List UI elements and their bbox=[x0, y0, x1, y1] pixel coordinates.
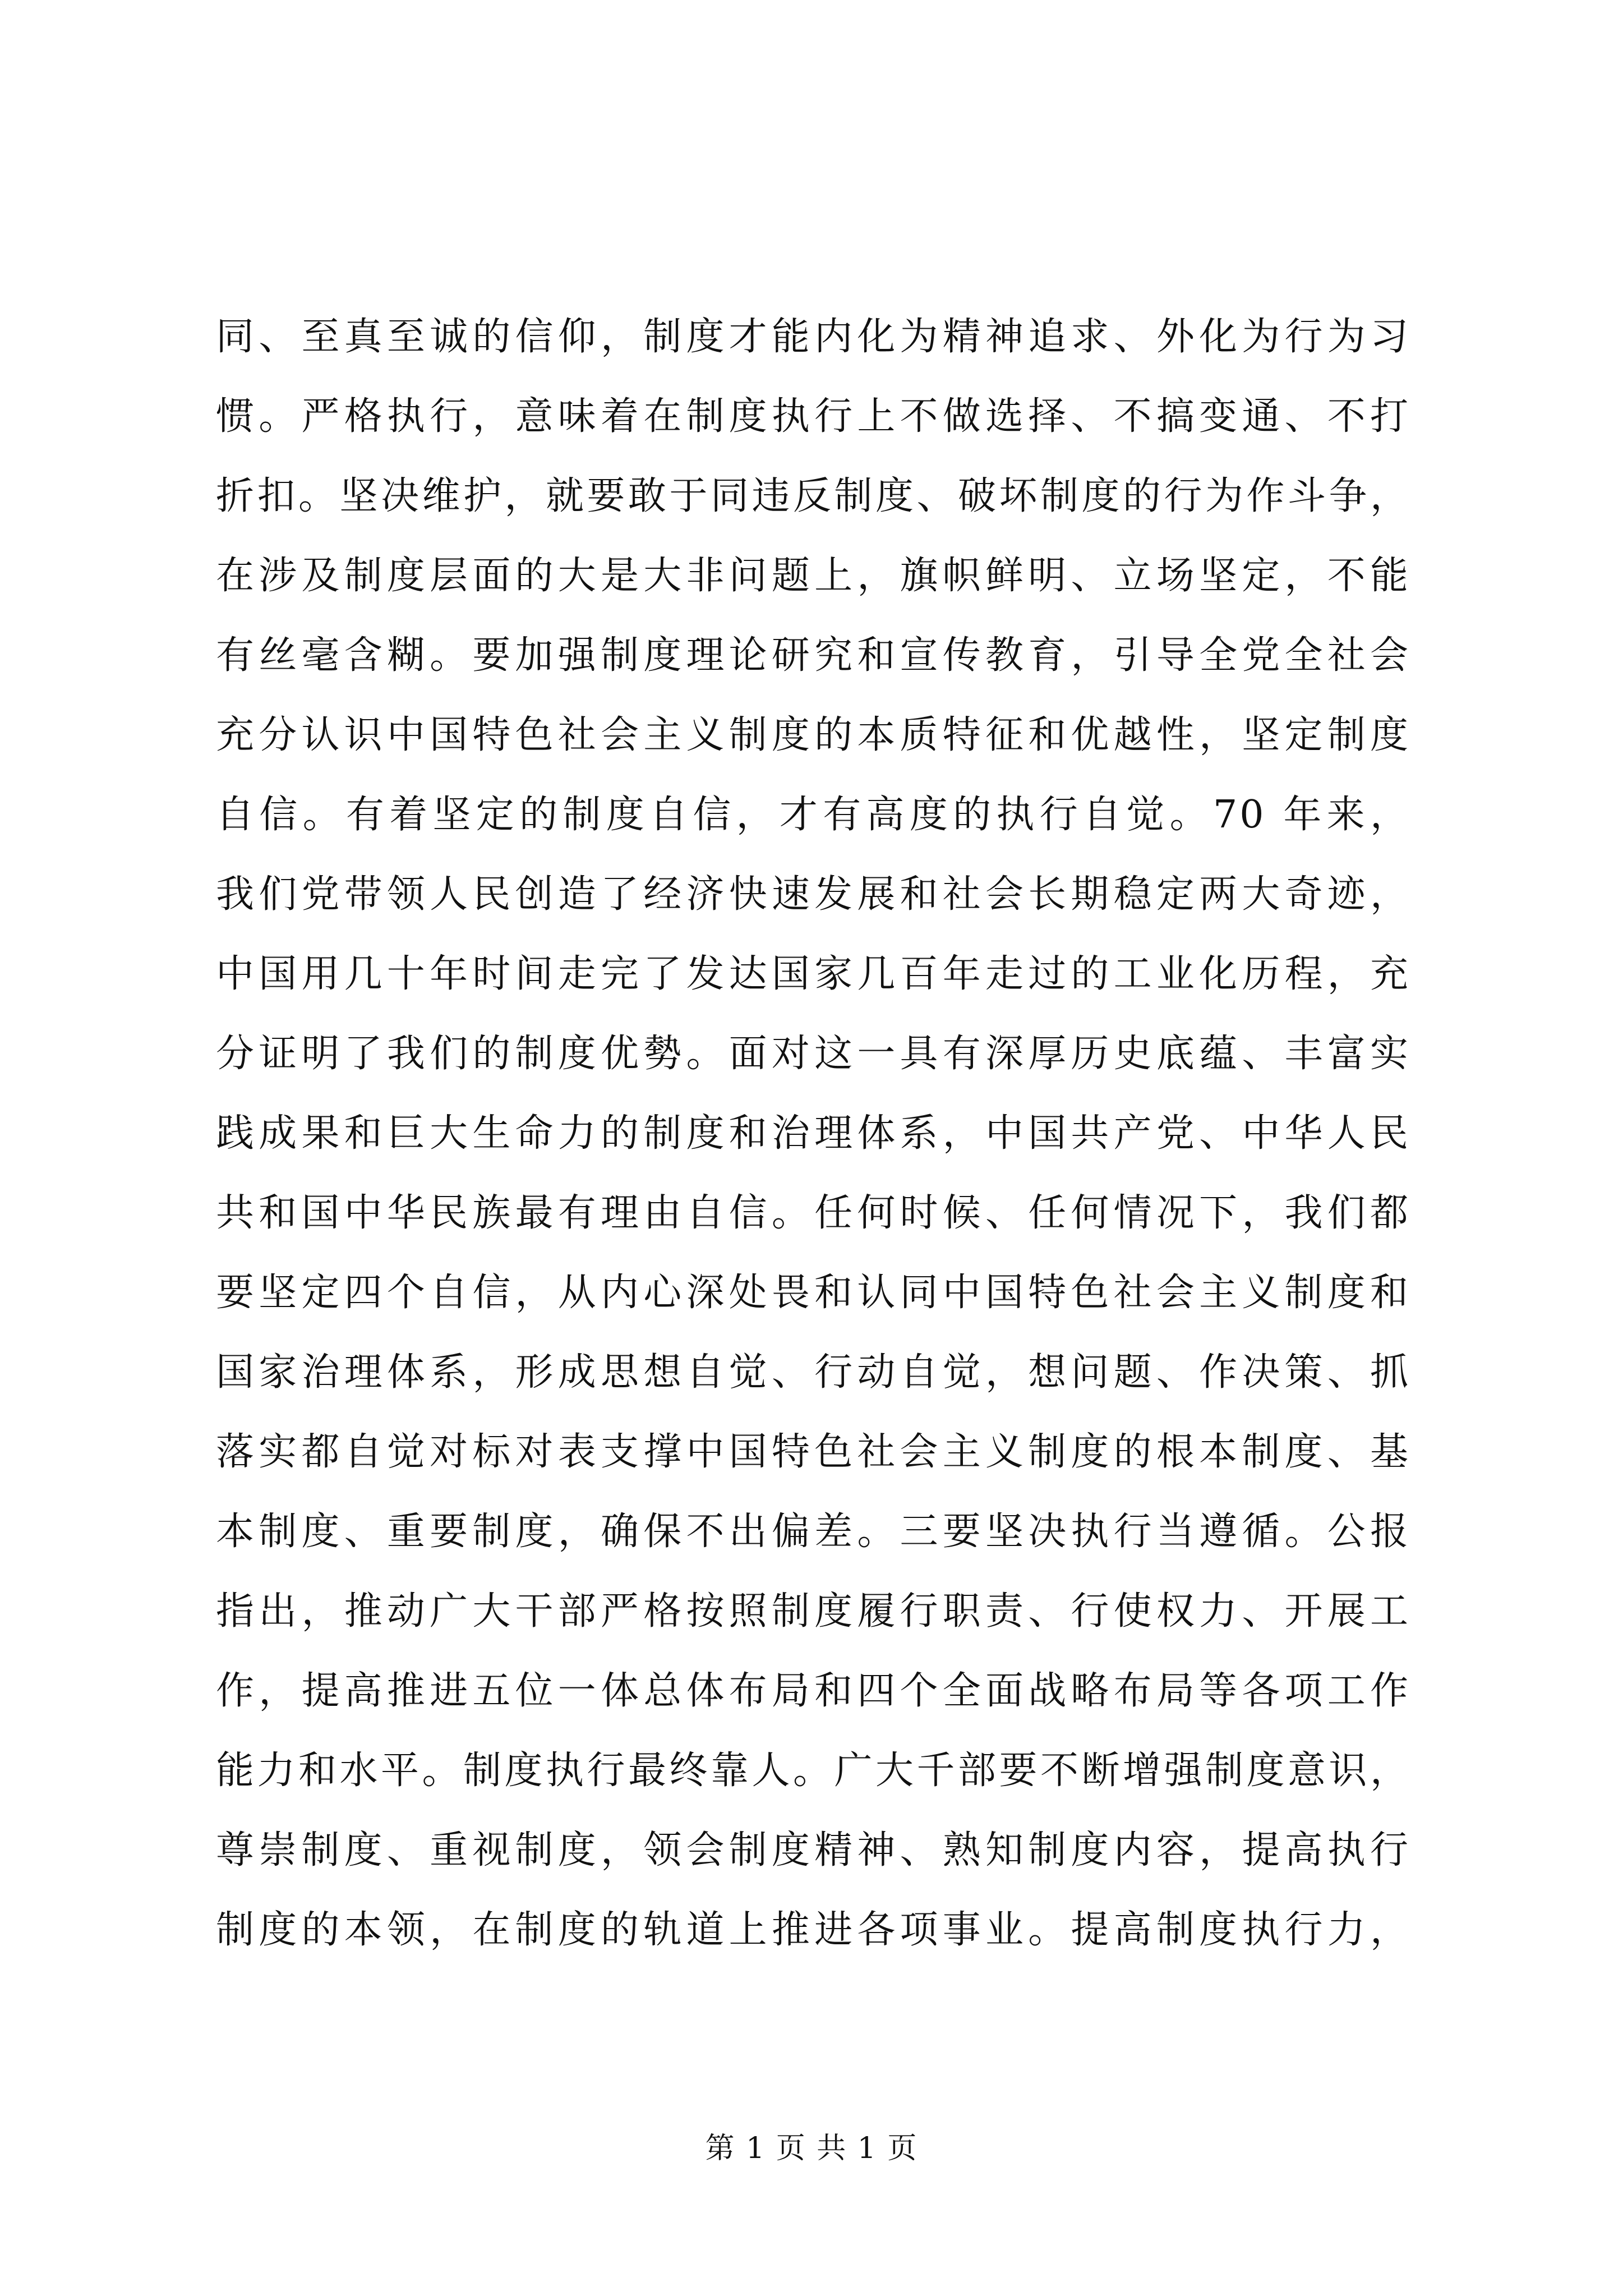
text-line: 有丝毫含糊。要加强制度理论研究和宣传教育，引导全党全社会 bbox=[216, 633, 1410, 678]
text-line: 作，提高推进五位一体总体布局和四个全面战略布局等各项工作 bbox=[216, 1669, 1410, 1713]
text-line: 折扣。坚决维护，就要敢于同违反制度、破坏制度的行为作斗争， bbox=[216, 474, 1410, 518]
page-footer: 第 1 页 共 1 页 bbox=[705, 2132, 918, 2165]
text-line: 分证明了我们的制度优勢。面对这一具有深厚历史底蕴、丰富实 bbox=[216, 1032, 1410, 1076]
body-text bbox=[216, 297, 1410, 1970]
text-line: 落实都自觉对标对表支撑中国特色社会主义制度的根本制度、基 bbox=[216, 1430, 1410, 1474]
text-line: 要坚定四个自信，从内心深处畏和认同中国特色社会主义制度和 bbox=[216, 1271, 1410, 1315]
text-line: 指出，推动广大干部严格按照制度履行职责、行使权力、开展工 bbox=[216, 1589, 1410, 1634]
text-line: 本制度、重要制度，确保不出偏差。三要坚决执行当遵循。公报 bbox=[216, 1510, 1410, 1554]
text-line: 尊崇制度、重视制度，领会制度精神、熟知制度内容，提高执行 bbox=[216, 1828, 1410, 1872]
text-line: 我们党带领人民创造了经济快速发展和社会长期稳定两大奇迹， bbox=[216, 872, 1410, 917]
text-line: 共和国中华民族最有理由自信。任何时候、任何情况下，我们都 bbox=[216, 1191, 1410, 1235]
text-line: 国家治理体系，形成思想自觉、行动自觉，想问题、作决策、抓 bbox=[216, 1350, 1410, 1395]
text-line: 践成果和巨大生命力的制度和治理体系，中国共产党、中华人民 bbox=[216, 1111, 1410, 1156]
text-line: 能力和水平。制度执行最终靠人。广大千部要不断增强制度意识， bbox=[216, 1749, 1410, 1793]
text-line: 同、至真至诚的信仰，制度才能内化为精神追求、外化为行为习 bbox=[216, 315, 1410, 359]
text-line: 在涉及制度层面的大是大非问题上，旗帜鲜明、立场坚定，不能 bbox=[216, 554, 1410, 598]
text-line: 自信。有着坚定的制度自信，才有高度的执行自觉。70 年来， bbox=[216, 793, 1410, 837]
text-line: 制度的本领，在制度的轨道上推进各项事业。提高制度执行力， bbox=[216, 1908, 1410, 1952]
text-line: 惯。严格执行，意味着在制度执行上不做选择、不搞变通、不打 bbox=[216, 394, 1410, 439]
text-line: 充分认识中国特色社会主义制度的本质特征和优越性，坚定制度 bbox=[216, 713, 1410, 757]
text-line: 中国用几十年时间走完了发达国家几百年走过的工业化历程，充 bbox=[216, 952, 1410, 996]
